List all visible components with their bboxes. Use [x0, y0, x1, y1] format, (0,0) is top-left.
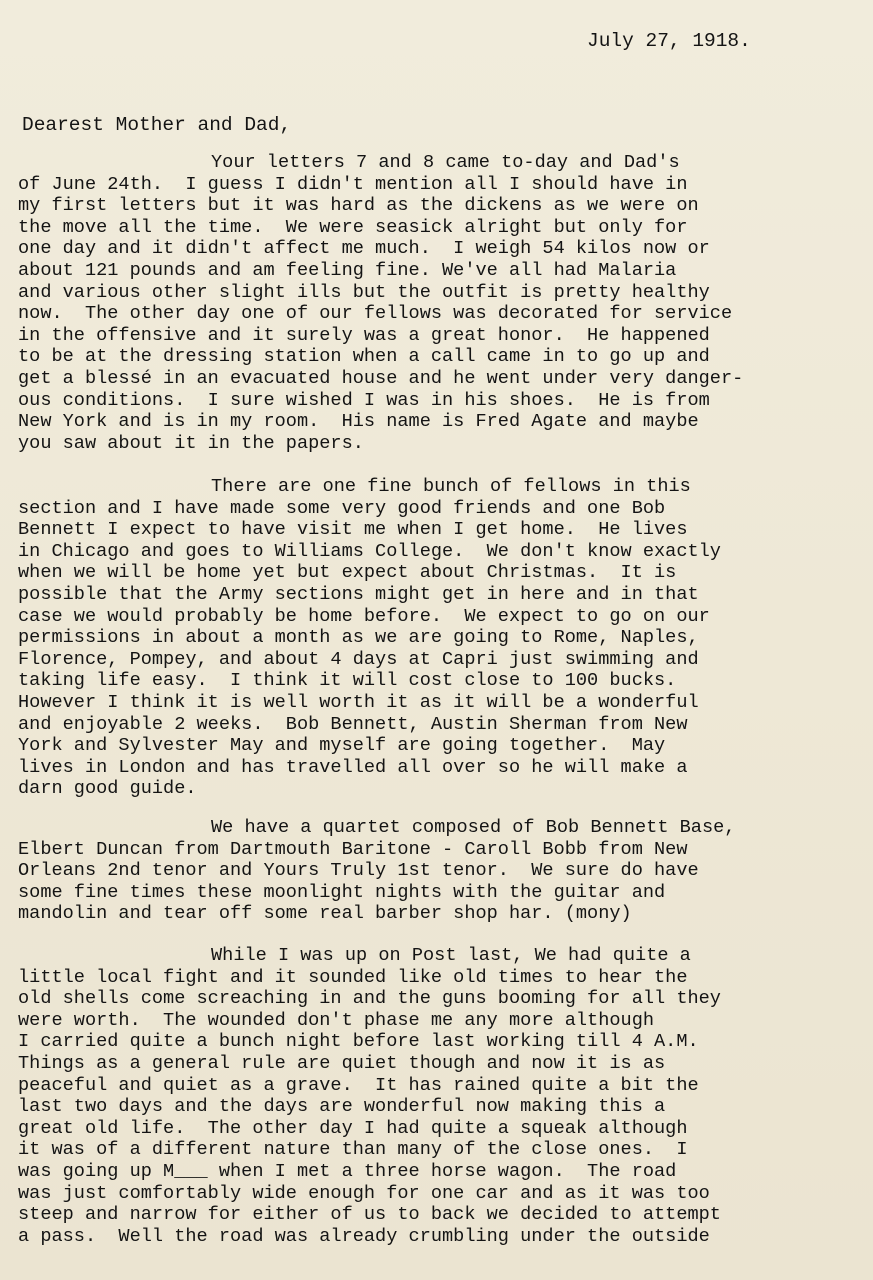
text-line: peaceful and quiet as a grave. It has rained quite a bit the [18, 1074, 699, 1096]
text-line: one day and it didn't affect me much. I weigh 54 kilos now or [18, 238, 710, 260]
text-line: get a blessé in an evacuated house and he went under very danger- [18, 367, 744, 389]
text-line: mandolin and tear off some real barber shop har. (mony) [18, 903, 632, 925]
text-line: some fine times these moonlight nights with the guitar and [18, 881, 666, 903]
text-line: We have a quartet composed of Bob Bennett Base, [211, 817, 736, 838]
text-line: of June 24th. I guess I didn't mention all I should have in [18, 173, 688, 195]
letter-date: July 27, 1918. [587, 30, 751, 52]
text-line: about 121 pounds and am feeling fine. We've all had Malaria [18, 259, 677, 281]
text-line: were worth. The wounded don't phase me any more although [18, 1009, 655, 1031]
text-line: While I was up on Post last, We had quite a [211, 945, 691, 966]
text-line: little local fight and it sounded like old times to hear the [18, 966, 688, 988]
text-line: Things as a general rule are quiet though and now it is as [18, 1052, 666, 1074]
text-line: the move all the time. We were seasick alright but only for [18, 216, 688, 238]
text-line: a pass. Well the road was already crumbling under the outside [18, 1225, 710, 1247]
text-line: now. The other day one of our fellows was decorated for service [18, 303, 733, 325]
text-line: it was of a different nature than many of the close ones. I [18, 1139, 688, 1161]
text-line: However I think it is well worth it as it will be a wonderful [18, 691, 699, 713]
text-line: ous conditions. I sure wished I was in his shoes. He is from [18, 389, 710, 411]
text-line: There are one fine bunch of fellows in this [211, 476, 691, 497]
text-line: New York and is in my room. His name is Fred Agate and maybe [18, 411, 699, 433]
text-line: section and I have made some very good friends and one Bob [18, 497, 666, 519]
text-line: in the offensive and it surely was a great honor. He happened [18, 324, 710, 346]
text-line: Your letters 7 and 8 came to-day and Dad's [211, 152, 680, 173]
text-line: taking life easy. I think it will cost close to 100 bucks. [18, 670, 677, 692]
text-line: when we will be home yet but expect about Christmas. It is [18, 562, 677, 584]
text-line: my first letters but it was hard as the dickens as we were on [18, 195, 699, 217]
text-line: I carried quite a bunch night before last working till 4 A.M. [18, 1031, 699, 1053]
text-line: permissions in about a month as we are going to Rome, Naples, [18, 627, 699, 649]
text-line: to be at the dressing station when a call came in to go up and [18, 346, 710, 368]
text-line: lives in London and has travelled all over so he will make a [18, 756, 688, 778]
text-line: old shells come screaching in and the guns booming for all they [18, 988, 721, 1010]
text-line: Orleans 2nd tenor and Yours Truly 1st tenor. We sure do have [18, 860, 699, 882]
text-line: case we would probably be home before. We expect to go on our [18, 605, 710, 627]
text-line: possible that the Army sections might get in here and in that [18, 583, 699, 605]
text-line: you saw about it in the papers. [18, 432, 364, 454]
text-line: was just comfortably wide enough for one car and as it was too [18, 1182, 710, 1204]
text-line: Florence, Pompey, and about 4 days at Capri just swimming and [18, 648, 699, 670]
text-line: Bennett I expect to have visit me when I get home. He lives [18, 519, 688, 541]
text-line: darn good guide. [18, 778, 197, 800]
text-line: York and Sylvester May and myself are going together. May [18, 735, 666, 757]
text-line: last two days and the days are wonderful now making this a [18, 1096, 666, 1118]
text-line: and enjoyable 2 weeks. Bob Bennett, Austin Sherman from New [18, 713, 688, 735]
text-line: steep and narrow for either of us to back we decided to attempt [18, 1204, 721, 1226]
text-line: was going up M___ when I met a three horse wagon. The road [18, 1160, 677, 1182]
paragraph [18, 476, 721, 800]
salutation: Dearest Mother and Dad, [22, 114, 292, 136]
paragraph [18, 152, 743, 454]
text-line: in Chicago and goes to Williams College. We don't know exactly [18, 540, 721, 562]
text-line: Elbert Duncan from Dartmouth Baritone - Caroll Bobb from New [18, 838, 688, 860]
text-line: and various other slight ills but the outfit is pretty healthy [18, 281, 710, 303]
paragraph [18, 817, 735, 925]
text-line: great old life. The other day I had quite a squeak although [18, 1117, 688, 1139]
paragraph [18, 945, 721, 1247]
